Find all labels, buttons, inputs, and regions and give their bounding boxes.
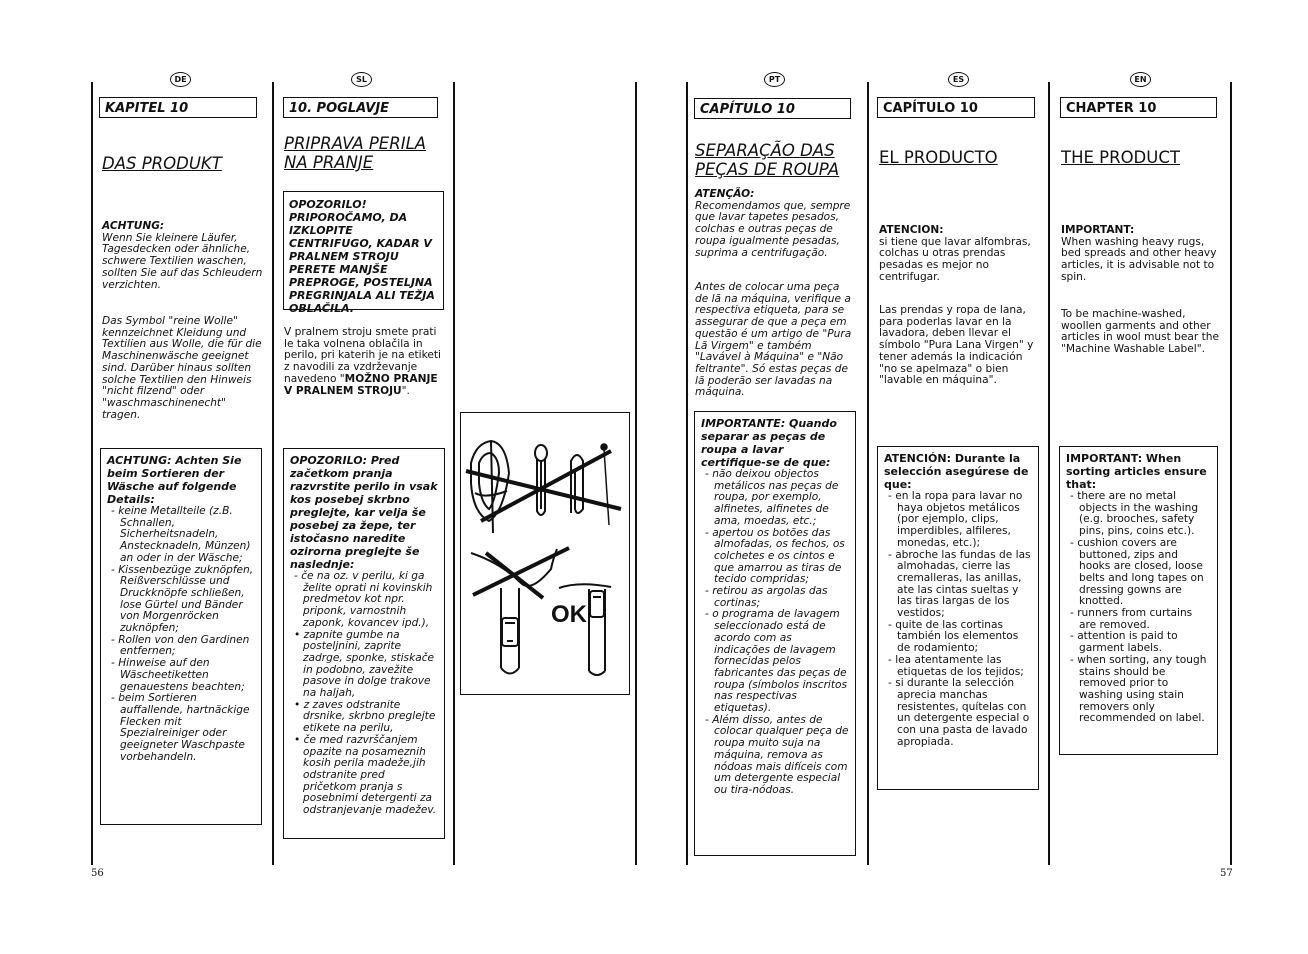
- list-item: - keine Metallteile (z.B. Schnallen, Sicherheitsnadeln, Anstecknadeln, Münzen) an oder in der Wäsche;: [111, 505, 251, 564]
- column-divider: [867, 82, 869, 865]
- sorting-box-heading-pt: IMPORTANTE: Quando separar as peças de roupa a lavar certifique-se de que:: [701, 417, 837, 469]
- list-item: - lea atentamente las etiquetas de los tejidos;: [888, 653, 1024, 678]
- section-title-en: THE PRODUCT: [1061, 148, 1180, 167]
- list-item: - en la ropa para lavar no haya objetos metálicos (por ejemplo, clips, imperdibles, alfileres, monedas, etc.);: [888, 490, 1023, 549]
- wool-note-end: ".: [401, 384, 410, 397]
- list-item: - Kissenbezüge zuknöpfen, Reißverschlüsse und Druckknöpfe schließen, lose Gürtel und Bänder von Morgenröcken zuknöpfen;: [111, 563, 254, 635]
- section-title-line: NA PRANJE: [284, 153, 374, 172]
- sorting-list-es: [884, 491, 1032, 748]
- sorting-box-heading-de: ACHTUNG: Achten Sie beim Sortieren der Wäsche auf folgende Details:: [107, 454, 242, 506]
- sorting-illustration-svg: [461, 413, 628, 693]
- open-zipper-icon: [471, 549, 557, 674]
- sorting-box-heading-en: IMPORTANT: When sorting articles ensure that:: [1066, 452, 1207, 491]
- column-divider: [1048, 82, 1050, 865]
- list-item: - Hinweise auf den Wäscheetiketten genauestens beachten;: [111, 657, 245, 693]
- section-title-line: SEPARAÇÃO DAS: [695, 141, 835, 160]
- sorting-list-pt: [701, 469, 849, 797]
- list-item: - attention is paid to garment labels.: [1070, 630, 1178, 655]
- wool-note-text: V pralnem stroju smete prati le taka volnena oblačila in perilo, pri katerih je na etiketi z navodili za vzdrževanje navedeno ": [284, 326, 441, 385]
- section-title-line: PRIPRAVA PERILA: [284, 134, 427, 153]
- list-item: - retirou as argolas das cortinas;: [705, 585, 828, 609]
- warning-de: [102, 221, 264, 291]
- section-title-pt: [695, 141, 839, 179]
- list-item: - beim Sortieren auffallende, hartnäckige Flecken mit Spezialreiniger oder geeigneter Waschpaste vorbehandeln.: [111, 692, 250, 763]
- column-divider: [91, 82, 93, 865]
- page-number-left: 56: [91, 868, 104, 879]
- chapter-heading-pt: CAPÍTULO 10: [694, 98, 851, 119]
- list-item: - quite de las cortinas también los elementos de rodamiento;: [888, 618, 1019, 655]
- warning-text-pt: Recomendamos que, sempre que lavar tapetes pesados, colchas e outras peças de roupa igualmente pesadas, suprima a centrifugação.: [695, 199, 851, 259]
- list-item: - Além disso, antes de colocar qualquer peça de roupa muito suja na máquina, remova as nódoas mais difíceis com um detergente especial ou tira-nódoas.: [705, 713, 849, 796]
- list-item: • z zaves odstranite drsnike, skrbno preglejte etikete na perilu,: [294, 698, 436, 735]
- chapter-heading-es: CAPÍTULO 10: [877, 97, 1035, 118]
- list-item: - apertou os botões das almofadas, os fechos, os colchetes e os cintos e que amarrou as tiras de tecido compridas;: [705, 526, 845, 586]
- chapter-heading-sl: 10. POGLAVJE: [283, 97, 438, 118]
- language-badge-pt: PT: [764, 72, 785, 87]
- list-item: • če med razvrščanjem opazite na posameznih kosih perila madeže,jih odstranite pred pričetkom pranja s posebnimi detergenti za odstranjevanje madežev.: [294, 733, 437, 817]
- section-title-sl: [284, 134, 426, 172]
- column-divider: [272, 82, 274, 865]
- wool-note-de: Das Symbol "reine Wolle" kennzeichnet Kleidung und Textilien aus Wolle, die für die Maschinenwäsche geeignet sind. Darüber hinaus sollten solche Textilien den Hinweis "nicht filzend" oder "waschmaschinenecht" tragen.: [102, 315, 262, 421]
- list-item: - cushion covers are buttoned, zips and hooks are closed, loose belts and long tapes on dressing gowns are knotted.: [1070, 536, 1204, 608]
- list-item: - o programa de lavagem seleccionado está de acordo com as indicações de lavagem fornecidas pelos fabricantes das peças de roupa (símbolos inscritos nas respectivas etiquetas).: [705, 608, 848, 715]
- prohibited-cross-icon: [466, 451, 621, 521]
- chapter-heading-de: KAPITEL 10: [99, 97, 257, 118]
- buckle-icon: [471, 441, 509, 533]
- list-item: • zapnite gumbe na posteljnini, zaprite zadrge, sponke, stiskače in podobno, zavežite pasove in dolge trakove na haljah,: [294, 628, 435, 700]
- list-item: - there are no metal objects in the washing (e.g. brooches, safety pins, pins, coins etc.).: [1070, 490, 1199, 538]
- prohibited-cross-icon: [473, 548, 569, 598]
- warning-label-en: IMPORTANT:: [1061, 224, 1135, 236]
- spin-warning-box-sl: OPOZORILO! PRIPOROČAMO, DA IZKLOPITE CENTRIFUGO, KADAR V PRALNEM STROJU PERETE MANJŠE PREPROGE, POSTELJNA PREGRINJALA ALI TEŽJA OBLAČILA.: [283, 191, 444, 310]
- column-divider: [1230, 82, 1232, 865]
- sorting-box-en: [1059, 446, 1218, 755]
- list-item: - si durante la selección aprecia manchas resistentes, quítelas con un detergente especial o con una pasta de lavado apropiada.: [888, 677, 1030, 748]
- sorting-box-pt: [694, 411, 856, 856]
- page-number-right: 57: [1220, 868, 1233, 879]
- warning-text-de: Wenn Sie kleinere Läufer, Tagesdecken oder ähnliche, schwere Textilien waschen, sollten Sie auf das Schleudern verzichten.: [102, 231, 263, 291]
- sorting-box-de: [100, 448, 262, 825]
- wool-note-en: To be machine-washed, woollen garments and other articles in wool must bear the "Machine Washable Label".: [1061, 308, 1219, 356]
- warning-label-de: ACHTUNG:: [102, 220, 165, 232]
- sorting-box-heading-es: ATENCIÓN: Durante la selección asegúrese de que:: [884, 452, 1029, 491]
- safety-pin-icon: [535, 445, 547, 515]
- closed-zipper-icon: [559, 584, 611, 675]
- column-divider: [453, 82, 455, 865]
- wool-note-emphasis: MOŽNO PRANJE V PRALNEM STROJU: [284, 372, 438, 397]
- wool-note-pt: Antes de colocar uma peça de lã na máquina, verifique a respectiva etiqueta, para se assegurar de que a peça em questão é um artigo de "Pura Lã Virgem" e também "Lavável à Máquina" e "Não feltrante". Só estas peças de lã poderão ser lavadas na máquina.: [695, 281, 852, 399]
- warning-text-es: si tiene que lavar alfombras, colchas u otras prendas pesadas es mejor no centrifugar.: [879, 235, 1031, 283]
- section-title-de: DAS PRODUKT: [102, 154, 222, 173]
- language-badge-es: ES: [948, 72, 969, 87]
- sorting-list-sl: [290, 571, 438, 817]
- warning-label-pt: ATENÇÃO:: [695, 188, 755, 200]
- wool-note-sl: [284, 327, 444, 397]
- language-badge-sl: SL: [351, 72, 372, 87]
- sorting-box-sl: [283, 448, 445, 839]
- warning-text-en: When washing heavy rugs, bed spreads and other heavy articles, it is advisable not to spin.: [1061, 235, 1217, 283]
- warning-pt: [695, 189, 855, 259]
- sorting-list-en: [1066, 491, 1211, 725]
- list-item: - runners from curtains are removed.: [1070, 607, 1193, 631]
- list-item: - če na oz. v perilu, ki ga želite oprati ni kovinskih predmetov kot npr. priponk, varnostnih zaponk, kovancev ipd.),: [294, 570, 433, 629]
- chapter-heading-en: CHAPTER 10: [1060, 97, 1217, 118]
- warning-en: [1061, 225, 1221, 284]
- wool-note-es: Las prendas y ropa de lana, para poderlas lavar en la lavadora, deben llevar el símbolo "Pura Lana Virgen" y tener además la indicación "no se apelmaza" o bien "lavable en máquina".: [879, 304, 1034, 387]
- list-item: - when sorting, any tough stains should be removed prior to washing using stain removers only recommended on label.: [1070, 653, 1207, 725]
- section-title-es: EL PRODUCTO: [879, 148, 998, 167]
- paper-clip-icon: [571, 455, 583, 513]
- list-item: - Rollen von den Gardinen entfernen;: [111, 633, 250, 658]
- sorting-illustration: [460, 412, 630, 695]
- warning-label-es: ATENCION:: [879, 224, 944, 236]
- sorting-list-de: [107, 506, 255, 763]
- language-badge-en: EN: [1130, 72, 1151, 87]
- column-divider: [686, 82, 688, 865]
- sorting-box-es: [877, 446, 1039, 790]
- list-item: - não deixou objectos metálicos nas peças de roupa, por exemplo, alfinetes, alfinetes de ama, moedas, etc.;: [705, 468, 839, 527]
- ok-label: OK: [551, 601, 587, 628]
- list-item: - abroche las fundas de las almohadas, cierre las cremalleras, las anillas, ate las cintas sueltas y las tiras largas de los vestidos;: [888, 548, 1031, 620]
- section-title-line: PEÇAS DE ROUPA: [695, 160, 840, 179]
- sorting-box-heading-sl: OPOZORILO: Pred začetkom pranja razvrstite perilo in vsak kos posebej skrbno preglejte, kar velja še posebej za žepe, ter istočasno naredite ozirorna preglejte še naslednje:: [290, 454, 438, 571]
- warning-es: [879, 225, 1039, 284]
- page-divider: [635, 82, 637, 865]
- language-badge-de: DE: [170, 72, 191, 87]
